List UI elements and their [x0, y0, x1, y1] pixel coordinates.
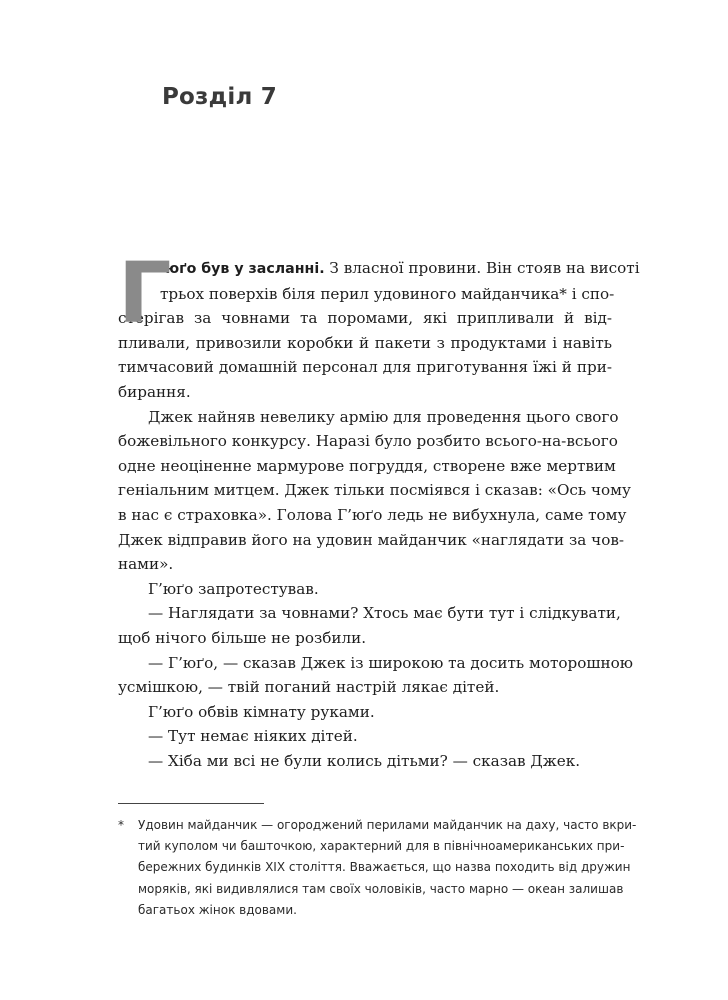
paragraph-4 — [118, 601, 621, 650]
text-line: стерігав за човнами та поромами, які припливали й від- — [118, 309, 612, 328]
text-line: Джек найняв невелику армію для проведення цього свого — [148, 407, 619, 426]
opening-paragraph — [118, 244, 640, 405]
text-line — [118, 256, 640, 282]
footnote-line: багатьох жінок вдовами. — [138, 902, 297, 917]
text-line: одне неоціненне мармурове погруддя, створене вже мертвим — [118, 456, 616, 475]
paragraph-5 — [118, 651, 634, 700]
footnote-line: Удовин майданчик — огороджений перилами майданчик на даху, часто вкри- — [138, 818, 637, 832]
paragraph-7: — Тут немає ніяких дітей. — [148, 727, 358, 746]
chapter-body — [118, 244, 640, 773]
footnote-line: моряків, які видивлялися там своїх чоловіків, часто марно — океан залишав — [138, 881, 624, 896]
paragraph-3: Г’юґо запротестував. — [148, 579, 319, 598]
footnote-line: тий куполом чи башточкою, характерний для в північноамериканських при- — [138, 839, 625, 854]
text-line: — Наглядати за човнами? Хтось має бути тут і слідкувати, — [148, 604, 621, 623]
text-line: геніальним митцем. Джек тільки посміявся і сказав: «Ось чому — [118, 481, 631, 500]
chapter-title: Розділ 7 — [162, 84, 277, 110]
footnote-divider — [118, 803, 264, 804]
paragraph-8: — Хіба ми всі не були колись дітьми? — сказав Джек. — [148, 751, 581, 770]
text-line: нами». — [118, 555, 174, 574]
drop-cap-letter: Г — [118, 244, 172, 342]
text-line: бирання. — [118, 382, 191, 401]
text-line: — Г’юґо, — сказав Джек із широкою та досить моторошною — [148, 653, 634, 672]
text-line: щоб нічого більше не розбили. — [118, 628, 367, 647]
text-line: пливали, привозили коробки й пакети з продуктами і навіть — [118, 333, 612, 352]
paragraph-2 — [118, 405, 631, 577]
paragraph-6: Г’юґо обвів кімнату руками. — [148, 702, 375, 721]
text-line: в нас є страховка». Голова Г’юґо ледь не вибухнула, саме тому — [118, 505, 627, 524]
footnote-marker: * — [118, 818, 124, 832]
text-line: Джек відправив його на удовин майданчик «наглядати за чов- — [118, 530, 625, 549]
footnote — [118, 815, 637, 921]
text-line: трьох поверхів біля перил удовиного майданчика* і спо- — [160, 284, 615, 303]
footnote-line: бережних будинків XIX століття. Вважається, що назва походить від дружин — [138, 860, 631, 875]
lead-in-text: ’юґо був у засланні. — [160, 261, 325, 277]
text-line: усмішкою, — твій поганий настрій лякає дітей. — [118, 678, 500, 697]
first-line-text: З власної провини. Він стояв на висоті — [324, 259, 640, 277]
text-line: тимчасовий домашній персонал для приготування їжі й при- — [118, 358, 612, 377]
text-line: божевільного конкурсу. Наразі було розбито всього-на-всього — [118, 432, 618, 451]
